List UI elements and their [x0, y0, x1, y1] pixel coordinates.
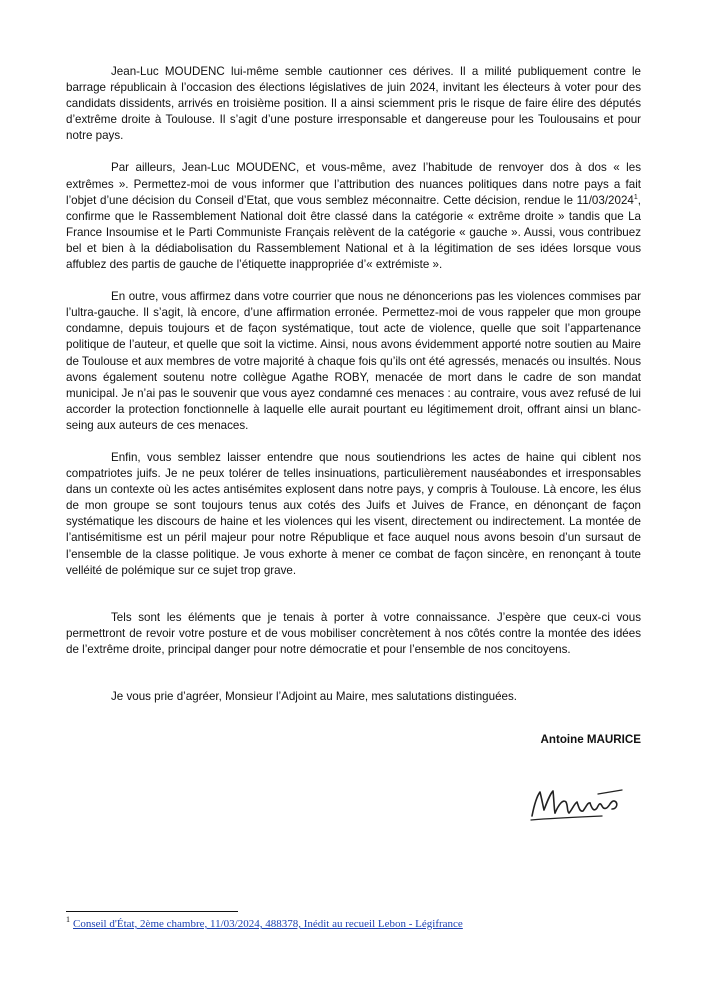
footnote-reference[interactable]: 1	[633, 193, 638, 201]
closing-formula: Je vous prie d’agréer, Monsieur l’Adjoint au Maire, mes salutations distinguées.	[111, 690, 517, 703]
paragraph-antisemitisme: Enfin, vous semblez laisser entendre que nous soutiendrions les actes de haine qui ciblent nos compatriotes juifs. Je ne peux tolérer de telles insinuations, particulièrement nauséabondes et irresponsables dans un contexte où les actes antisémites explosent dans notre pays, y compris à Toulouse. Là encore, les élus de mon groupe se sont toujours tenus aux cotés des Juifs et Juives de France, en dénonçant de façon systématique les discours de haine et les violences qui les visent, directement ou indirectement. La montée de l’antisémitisme est un péril majeur pour notre République et face auquel nous avons besoin d’un sursaut de l’ensemble de la classe politique. Je vous exhorte à mener ce combat de façon sincère, en renonçant à toute velléité de polémique sur ce sujet trop grave.	[66, 450, 641, 577]
paragraph-conclusion: Tels sont les éléments que je tenais à porter à votre connaissance. J’espère que ceux-ci vous permettront de revoir votre posture et de vous mobiliser concrètement à nos côtés contre la montée des idées de l’extrême droite, principal danger pour notre démocratie et pour l’ensemble de nos concitoyens.	[66, 610, 641, 656]
paragraph-nuances-part2: , confirme que le Rassemblement National doit être classé dans la catégorie « extrême droite » tandis que La France Insoumise et le Parti Communiste Français relèvent de la catégorie « gauche ». Aussi, vous contribuez bel et bien à la dédiabolisation du Rassemblement National et à la légitimation de ses idées lorsque vous affublez des partis de gauche de l’étiquette inappropriée d’« extrémiste ».	[66, 193, 641, 272]
paragraph-nuances-part1: Par ailleurs, Jean-Luc MOUDENC, et vous-même, avez l’habitude de renvoyer dos à dos « les extrêmes ». Permettez-moi de vous informer que l’attribution des nuances politiques dans notre pays a fait l’objet d’une décision du Conseil d’Etat, que vous semblez méconnaitre. Cette décision, rendue le 11/03/2024	[66, 161, 641, 207]
handwritten-signature	[528, 782, 628, 824]
footnote-number: 1	[66, 915, 70, 925]
footnote-divider	[66, 911, 238, 912]
paragraph-violences-ultra-gauche: En outre, vous affirmez dans votre courrier que nous ne dénoncerions pas les violences commises par l’ultra-gauche. Il s’agit, là encore, d’une affirmation erronée. Permettez-moi de vous rappeler que mon groupe condamne, depuis toujours et de façon systématique, tout acte de violence, quelle que soit l’appartenance politique de l’auteur, et quelle que soit la victime. Ainsi, nous avons évidemment apporté notre soutien au Maire de Toulouse et aux membres de votre majorité à chaque fois qu’ils ont été agressés, menacés ou insultés. Nous avons également soutenu notre collègue Agathe ROBY, menacée de mort dans le cadre de son mandat municipal. Je n’ai pas le souvenir que vous ayez condamné ces menaces : au contraire, vous avez refusé de lui accorder la protection fonctionnelle à laquelle elle aurait pourtant eu légitimement droit, offrant ainsi un blanc-seing aux auteurs de ces menaces.	[66, 290, 641, 432]
paragraph-moudenc-barrage: Jean-Luc MOUDENC lui-même semble cautionner ces dérives. Il a milité publiquement contre le barrage républicain à l’occasion des élections législatives de juin 2024, invitant les électeurs à voter pour des candidats dissidents, arrivés en troisième position. Il a ainsi sciemment pris le risque de faire élire des députés d’extrême droite à Toulouse. Il s’agit d’une posture irresponsable et dangereuse pour les Toulousains et pour notre pays.	[66, 65, 641, 143]
footnote-link[interactable]: Conseil d'État, 2ème chambre, 11/03/2024, 488378, Inédit au recueil Lebon - Légifrance	[73, 918, 463, 930]
paragraph-nuances-politiques	[66, 160, 641, 273]
signer-name: Antoine MAURICE	[540, 733, 641, 747]
letter-body	[66, 64, 641, 748]
footnote	[66, 915, 463, 930]
